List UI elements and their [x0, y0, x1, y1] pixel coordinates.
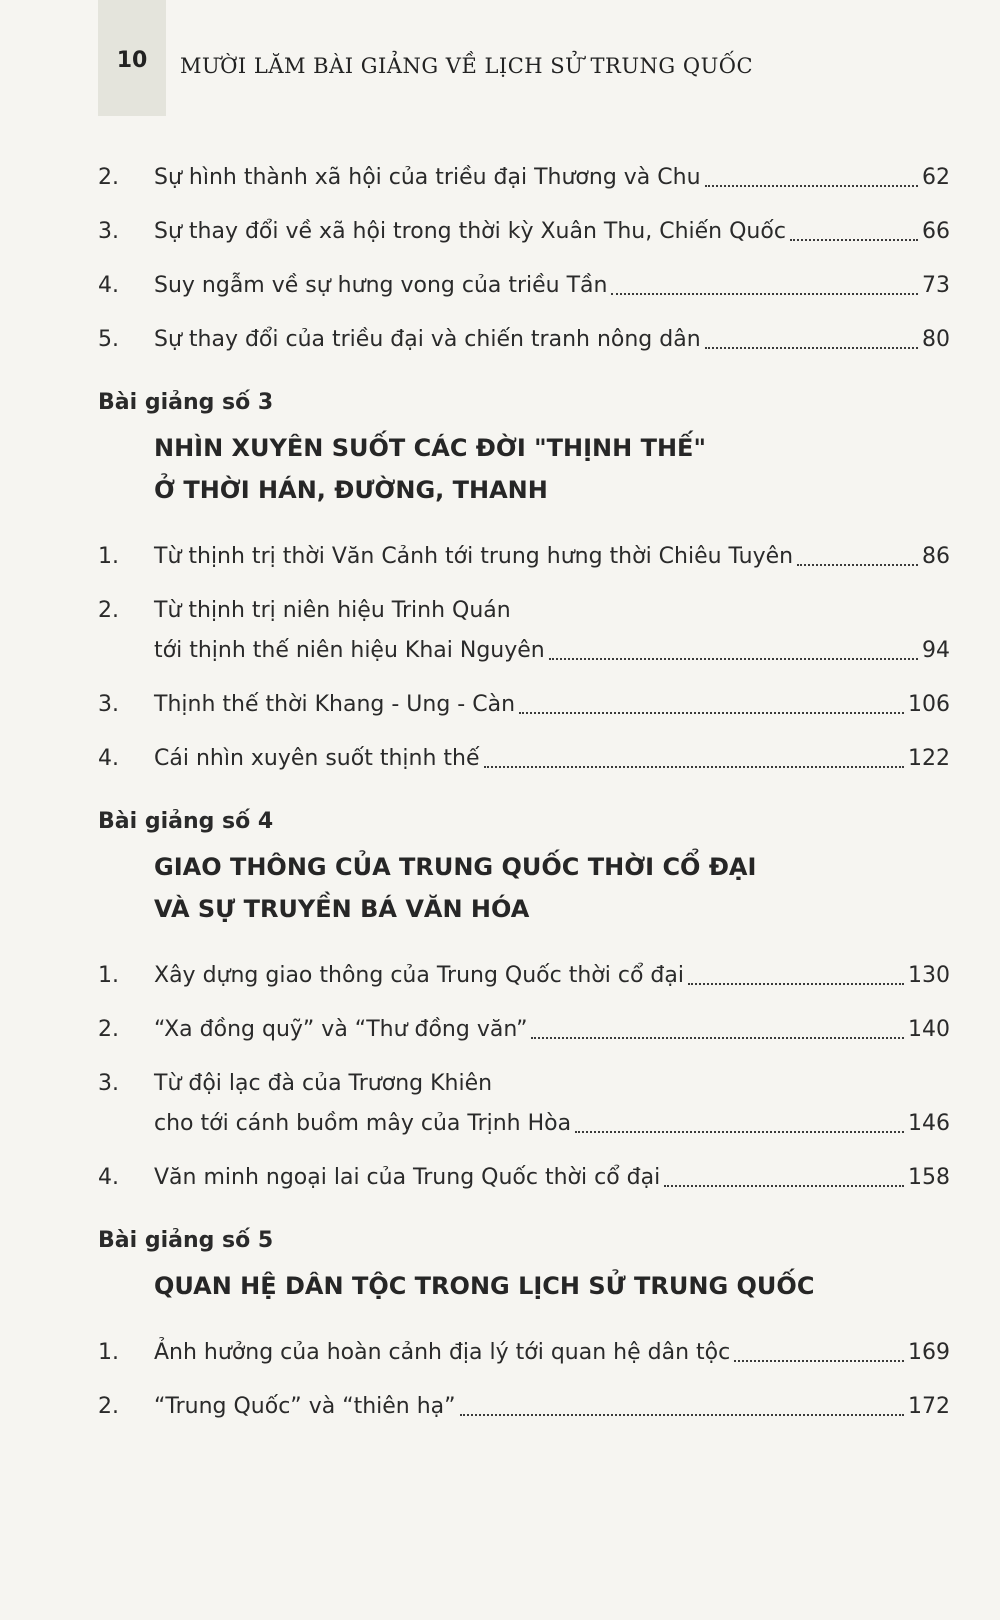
toc-entry-group-continued: [98, 158, 950, 360]
entry-page: 122: [908, 746, 950, 771]
dot-leader: [688, 983, 904, 985]
lecture-title-line: VÀ SỰ TRUYỀN BÁ VĂN HÓA: [154, 895, 530, 923]
entry-title: “Xa đồng quỹ” và “Thư đồng văn”: [154, 1017, 528, 1042]
dot-leader: [575, 1131, 904, 1133]
toc-entry: [98, 1064, 950, 1144]
toc-entry: [98, 266, 950, 306]
lecture-title: [154, 846, 950, 930]
entry-number: 4.: [98, 273, 119, 298]
toc-entry: [98, 956, 950, 996]
entry-page: 158: [908, 1165, 950, 1190]
lecture-title-line: NHÌN XUYÊN SUỐT CÁC ĐỜI "THỊNH THẾ": [154, 434, 706, 462]
entry-number: 4.: [98, 1165, 119, 1190]
entry-title: cho tới cánh buồm mây của Trịnh Hòa: [154, 1111, 572, 1136]
entry-title: Cái nhìn xuyên suốt thịnh thế: [154, 746, 480, 771]
entry-title: Sự hình thành xã hội của triều đại Thương và Chu: [154, 165, 701, 190]
dot-leader: [460, 1414, 904, 1416]
entry-number: 2.: [98, 598, 119, 623]
entry-page: 106: [908, 692, 950, 717]
entry-page: 62: [922, 165, 950, 190]
toc-entry: [98, 537, 950, 577]
entry-title: Sự thay đổi về xã hội trong thời kỳ Xuân Thu, Chiến Quốc: [154, 219, 786, 244]
entry-title: Suy ngẫm về sự hưng vong của triều Tần: [154, 273, 608, 298]
dot-leader: [664, 1185, 904, 1187]
toc-entry: [98, 591, 950, 671]
page-number: 10: [116, 48, 148, 73]
lecture-title-line: Ở THỜI HÁN, ĐƯỜNG, THANH: [154, 476, 548, 504]
entry-title: “Trung Quốc” và “thiên hạ”: [154, 1394, 456, 1419]
lecture-label: Bài giảng số 5: [98, 1228, 274, 1253]
entry-number: 1.: [98, 544, 119, 569]
running-title: MƯỜI LĂM BÀI GIẢNG VỀ LỊCH SỬ TRUNG QUỐC: [180, 54, 754, 78]
entry-page: 146: [908, 1111, 950, 1136]
entry-number: 1.: [98, 1340, 119, 1365]
dot-leader: [705, 347, 918, 349]
lecture-title: [154, 1265, 950, 1307]
entry-number: 1.: [98, 963, 119, 988]
entry-number: 3.: [98, 219, 119, 244]
toc-entry: [98, 320, 950, 360]
dot-leader: [549, 658, 918, 660]
entry-title: Từ thịnh trị thời Văn Cảnh tới trung hưng thời Chiêu Tuyên: [154, 544, 794, 569]
entry-title-first-line: Từ đội lạc đà của Trương Khiên: [154, 1071, 493, 1096]
entry-page: 130: [908, 963, 950, 988]
dot-leader: [734, 1360, 904, 1362]
toc-entry: [98, 212, 950, 252]
entry-title: Sự thay đổi của triều đại và chiến tranh nông dân: [154, 327, 701, 352]
toc-entry: [98, 1158, 950, 1198]
entry-title: tới thịnh thế niên hiệu Khai Nguyên: [154, 638, 545, 663]
entry-number: 2.: [98, 1394, 119, 1419]
lecture-section-4: [98, 809, 950, 1198]
dot-leader: [531, 1037, 904, 1039]
lecture-section-5: [98, 1228, 950, 1427]
entry-page: 140: [908, 1017, 950, 1042]
entry-title: Ảnh hưởng của hoàn cảnh địa lý tới quan hệ dân tộc: [154, 1340, 731, 1365]
entry-title: Thịnh thế thời Khang - Ung - Càn: [154, 692, 516, 717]
entry-title: Xây dựng giao thông của Trung Quốc thời cổ đại: [154, 963, 684, 988]
dot-leader: [484, 766, 905, 768]
lecture-label: Bài giảng số 4: [98, 809, 274, 834]
entry-number: 3.: [98, 692, 119, 717]
lecture-section-3: [98, 390, 950, 779]
entry-page: 86: [922, 544, 950, 569]
entry-page: 66: [922, 219, 950, 244]
lecture-title-line: QUAN HỆ DÂN TỘC TRONG LỊCH SỬ TRUNG QUỐC: [154, 1272, 815, 1300]
entry-title: Văn minh ngoại lai của Trung Quốc thời cổ đại: [154, 1165, 661, 1190]
dot-leader: [611, 293, 918, 295]
entry-page: 80: [922, 327, 950, 352]
lecture-label: Bài giảng số 3: [98, 390, 274, 415]
entry-number: 4.: [98, 746, 119, 771]
toc-entry: [98, 739, 950, 779]
dot-leader: [797, 564, 918, 566]
toc-entry: [98, 685, 950, 725]
toc-entry: [98, 1333, 950, 1373]
entry-number: 3.: [98, 1071, 119, 1096]
entry-page: 172: [908, 1394, 950, 1419]
toc-entry: [98, 1010, 950, 1050]
lecture-title-line: GIAO THÔNG CỦA TRUNG QUỐC THỜI CỔ ĐẠI: [154, 853, 757, 881]
toc-entry: [98, 158, 950, 198]
entry-title-first-line: Từ thịnh trị niên hiệu Trinh Quán: [154, 598, 511, 623]
entry-page: 169: [908, 1340, 950, 1365]
entry-page: 94: [922, 638, 950, 663]
lecture-title: [154, 427, 950, 511]
dot-leader: [519, 712, 904, 714]
entry-number: 5.: [98, 327, 119, 352]
entry-number: 2.: [98, 1017, 119, 1042]
dot-leader: [790, 239, 918, 241]
entry-number: 2.: [98, 165, 119, 190]
entry-page: 73: [922, 273, 950, 298]
table-of-contents: [98, 158, 950, 1441]
toc-entry: [98, 1387, 950, 1427]
dot-leader: [705, 185, 918, 187]
